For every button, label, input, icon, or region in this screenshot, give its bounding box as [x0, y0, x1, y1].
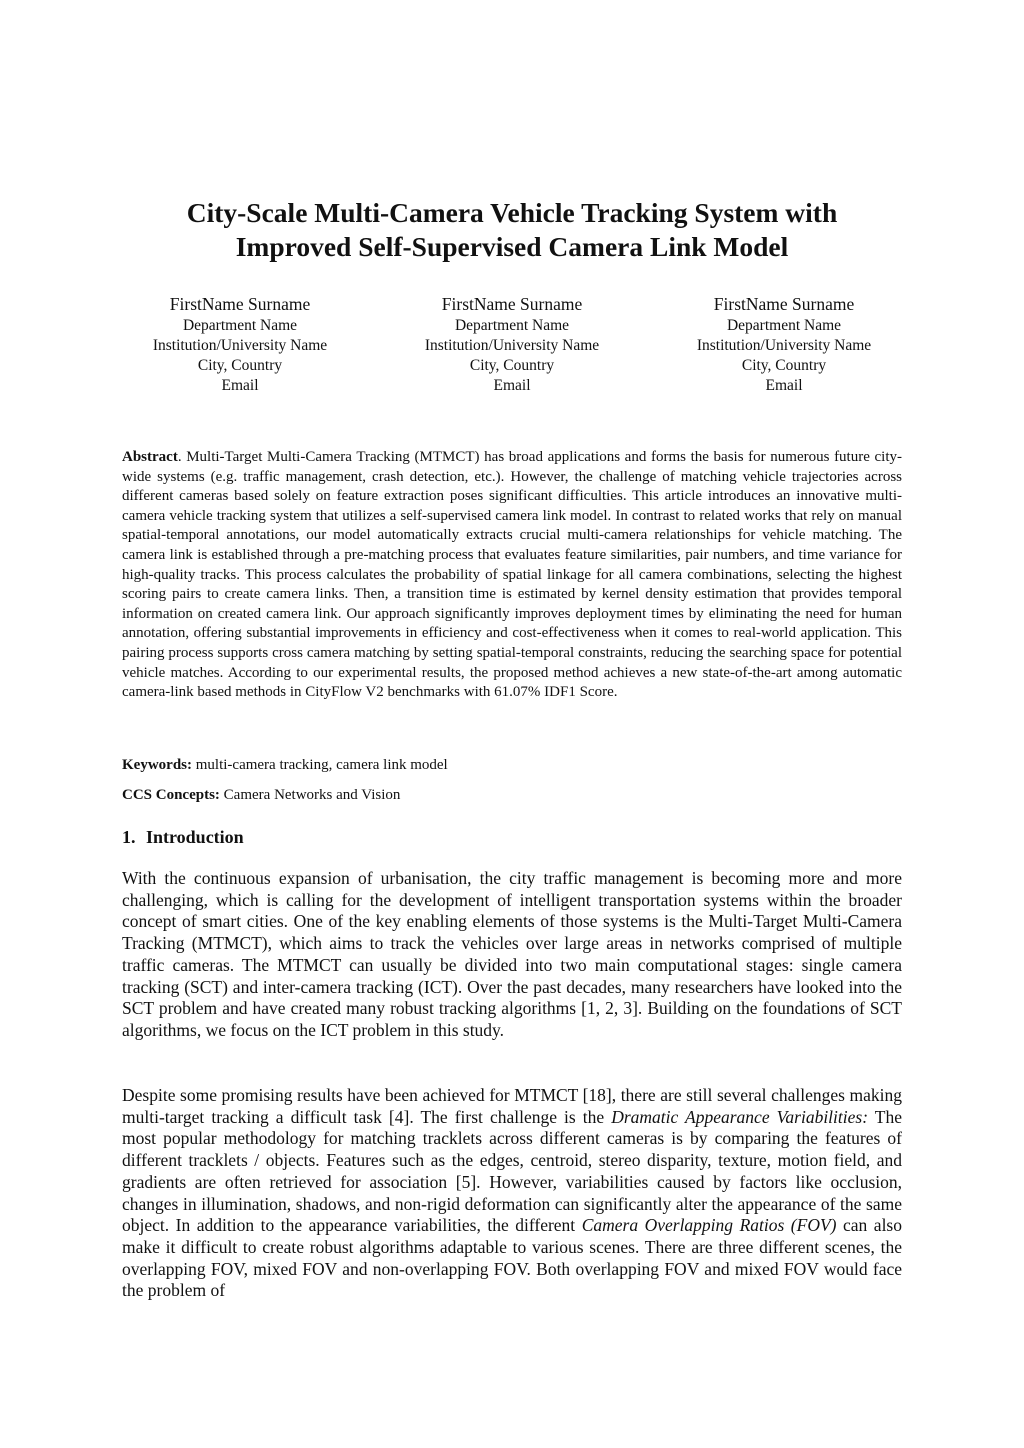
author-email: Email [221, 377, 259, 394]
section-heading [122, 825, 244, 849]
paragraph-text: The most popular methodology for matching tracklets across different cameras is by comparing the features of different tracklets / objects. Features such as the edges, centroid, stereo disparity, texture, motion field, and gradients are often retrieved for association [5]. However, variabilities caused by factors like occlusion, changes in illumination, shadows, and non-rigid deformation can significantly alter the appearance of the same object. In addition to the appearance variabilities, the different [122, 1106, 902, 1236]
author-name: FirstName Surname [713, 294, 855, 314]
paper-title-line: Improved Self-Supervised Camera Link Model [235, 231, 789, 262]
section-title: Introduction [146, 827, 244, 847]
author-department: Department Name [454, 317, 570, 334]
author-institution: Institution/University Name [696, 337, 872, 354]
author-department: Department Name [726, 317, 842, 334]
keywords [122, 755, 902, 775]
body-paragraph: With the continuous expansion of urbanisation, the city traffic management is becoming more and more challenging, which is calling for the development of intelligent transportation systems within the broader concept of smart cities. One of the key enabling elements of those systems is the Multi-Target Multi-Camera Tracking (MTMCT), which aims to track the vehicles over large areas in networks comprised of multiple traffic cameras. The MTMCT can usually be divided into two main computational stages: single camera tracking (SCT) and inter-camera tracking (ICT). Over the past decades, many researchers have looked into the SCT problem and have created many robust tracking algorithms [1, 2, 3]. Building on the foundations of SCT algorithms, we focus on the ICT problem in this study. [122, 868, 902, 1040]
author-location: City, Country [741, 357, 827, 374]
ccs-text: Camera Networks and Vision [219, 787, 401, 803]
paper-title [110, 196, 914, 264]
author-institution: Institution/University Name [424, 337, 600, 354]
author-card [376, 292, 648, 396]
section-number: 1. [122, 827, 136, 847]
emphasis-text: Camera Overlapping Ratios (FOV) [581, 1215, 837, 1236]
author-department: Department Name [182, 317, 298, 334]
paragraph-text: Despite some promising results have been achieved for MTMCT [18], there are still several challenges making multi-target tracking a difficult task [4]. The first challenge is the [122, 1085, 902, 1127]
keywords-label: Keywords: [122, 757, 192, 773]
author-block [104, 292, 920, 396]
author-email: Email [765, 377, 803, 394]
paper-title-line: City-Scale Multi-Camera Vehicle Tracking System with [186, 197, 838, 228]
ccs-concepts [122, 785, 902, 805]
author-card [104, 292, 376, 396]
author-name: FirstName Surname [169, 294, 311, 314]
emphasis-text: Dramatic Appearance Variabilities: [611, 1106, 869, 1127]
author-institution: Institution/University Name [152, 337, 328, 354]
abstract-label: Abstract [122, 449, 178, 465]
ccs-label: CCS Concepts: [122, 787, 220, 803]
author-card [648, 292, 920, 396]
paragraph-text: can also make it difficult to create robust algorithms adaptable to various scenes. There are three different scenes, the overlapping FOV, mixed FOV and non-overlapping FOV. Both overlapping FOV and mixed FOV would face the problem of [122, 1215, 902, 1301]
abstract-text: . Multi-Target Multi-Camera Tracking (MTMCT) has broad applications and forms the basis for numerous future city-wide systems (e.g. traffic management, crash detection, etc.). However, the challenge of matching vehicle trajectories across different cameras based solely on feature extraction poses significant difficulties. This article introduces an innovative multi-camera vehicle tracking system that utilizes a self-supervised camera link model. In contrast to related works that rely on manual spatial-temporal annotations, our model automatically extracts crucial multi-camera relationships for vehicle matching. The camera link is established through a pre-matching process that evaluates feature similarities, pair numbers, and time variance for high-quality tracks. This process calculates the probability of spatial linkage for all camera combinations, selecting the highest scoring pairs to create camera links. Then, a transition time is estimated by kernel density estimation that provides temporal information on created camera link. Our approach significantly improves deployment times by eliminating the need for human annotation, offering substantial improvements in efficiency and cost-effectiveness when it comes to real-world application. This pairing process supports cross camera matching by setting spatial-temporal constraints, reducing the searching space for potential vehicle matches. According to our experimental results, the proposed method achieves a new state-of-the-art among automatic camera-link based methods in CityFlow V2 benchmarks with 61.07% IDF1 Score. [122, 449, 902, 701]
author-location: City, Country [197, 357, 283, 374]
author-name: FirstName Surname [441, 294, 583, 314]
abstract [122, 448, 902, 703]
author-location: City, Country [469, 357, 555, 374]
author-email: Email [493, 377, 531, 394]
keywords-text: multi-camera tracking, camera link model [192, 757, 448, 773]
body-paragraph [122, 1085, 902, 1302]
